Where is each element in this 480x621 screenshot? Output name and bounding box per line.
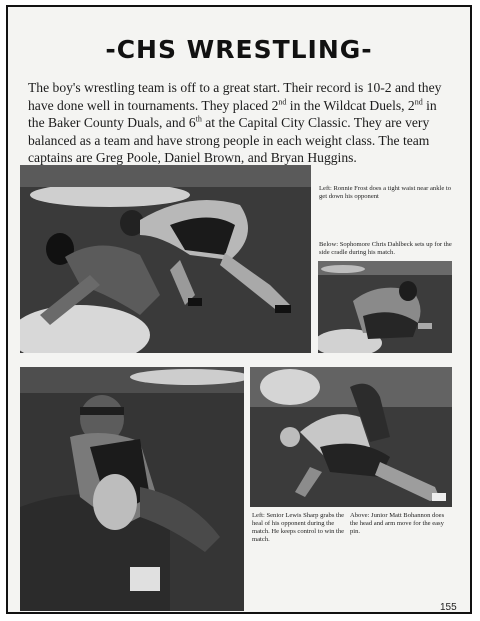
yearbook-page (6, 5, 472, 614)
intro-sup-2: nd (414, 96, 423, 106)
photo-head-and-arm (250, 367, 452, 507)
intro-text-4: at the Capital City Classic. They are very balanced as a team and have strong people in each weight class. The team captains are Greg Poole, Daniel Brown, and Bryan Huggins. (28, 115, 430, 165)
intro-text-2: in the Wildcat Duels, 2 (286, 97, 415, 113)
intro-paragraph (28, 79, 452, 167)
caption-top-right: Left: Ronnie Frost does a tight waist near ankle to get down his opponent (319, 185, 452, 200)
caption-middle-right: Below: Sophomore Chris Dahlbeck sets up for the side cradle during his match. (319, 241, 452, 256)
intro-sup-3: th (195, 114, 202, 124)
intro-text-1: The boy's wrestling team is off to a great start. Their record is 10-2 and they have done well in tournaments. They placed 2 (28, 80, 442, 113)
intro-text-3: in the Baker County Duals, and 6 (28, 97, 437, 130)
page-title: -CHS WRESTLING- (105, 35, 373, 64)
caption-bottom-left: Left: Senior Lewis Sharp grabs the heal of his opponent during the match. He keeps control to win the match. (252, 512, 345, 543)
photo-wrestlers-top (20, 165, 311, 353)
page-number: 155 (440, 602, 457, 613)
caption-bottom-right: Above: Junior Matt Bohannon does the head and arm move for the easy pin. (350, 512, 445, 535)
photo-heel-grab (20, 367, 244, 611)
photo-side-cradle (318, 261, 452, 353)
intro-sup-1: nd (278, 96, 287, 106)
